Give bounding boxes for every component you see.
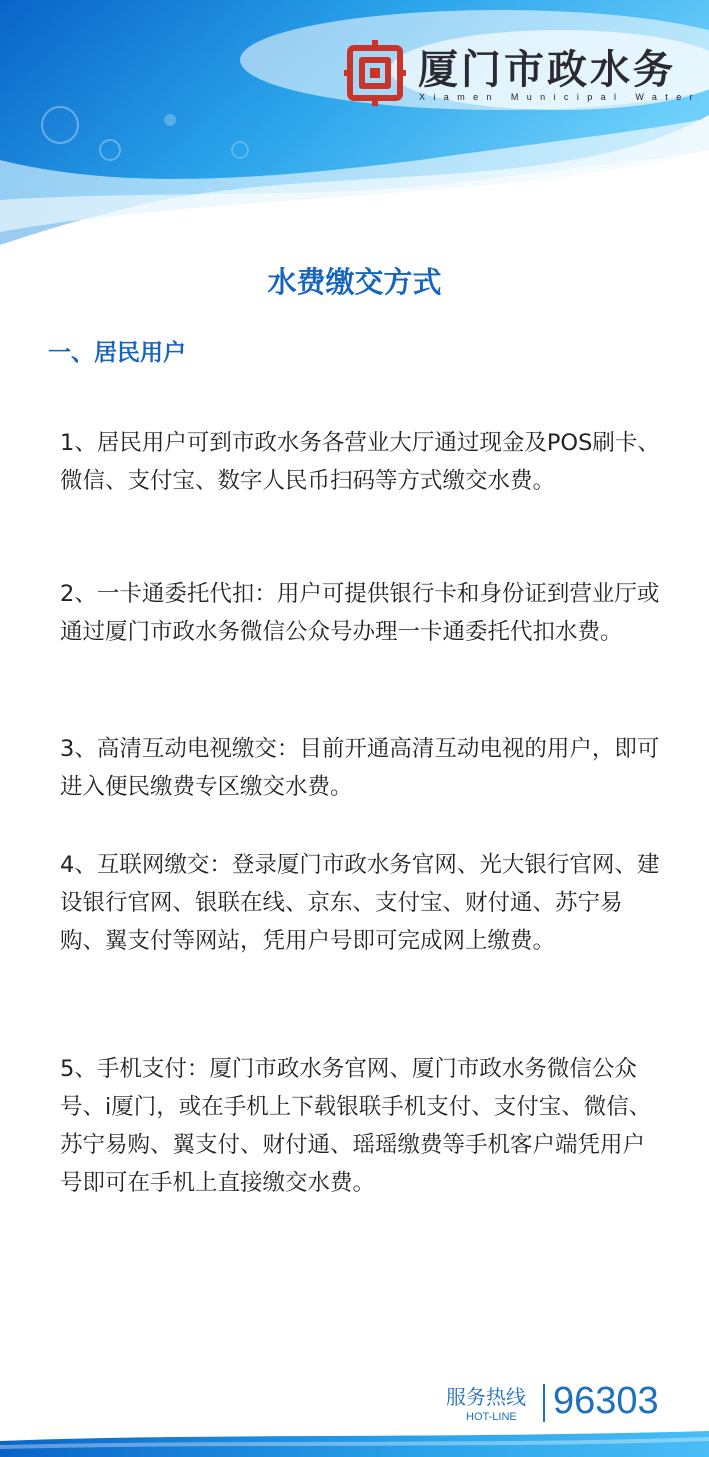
payment-method-item-2: 2、一卡通委托代扣：用户可提供银行卡和身份证到营业厅或通过厦门市政水务微信公众号办理一卡通委托代扣水费。 (60, 581, 660, 645)
payment-method-item-1: 1、居民用户可到市政水务各营业大厅通过现金及POS刷卡、微信、支付宝、数字人民币扫码等方式缴交水费。 (60, 430, 660, 494)
hotline-label-en: HOT-LINE (466, 1411, 517, 1423)
brand-name: 厦门市政水务 (418, 47, 676, 93)
hotline-divider (543, 1384, 545, 1422)
payment-method-item-3: 3、高清互动电视缴交：目前开通高清互动电视的用户，即可进入便民缴费专区缴交水费。 (60, 736, 660, 800)
footer-wave-bar (0, 1431, 709, 1457)
payment-method-item-5: 5、手机支付：厦门市政水务官网、厦门市政水务微信公众号、i厦门，或在手机上下载银联手机支付、支付宝、微信、苏宁易购、翼支付、财付通、瑶瑶缴费等手机客户端凭用户号即可在手机上直接缴交水费。 (60, 1056, 652, 1196)
brand-subtitle: Xiamen Municipal Water (419, 92, 702, 102)
hotline-number[interactable]: 96303 (553, 1380, 659, 1422)
header-wave-graphic (0, 0, 709, 260)
brand-logo-icon (344, 40, 406, 106)
section-heading: 一、居民用户 (48, 340, 186, 366)
header-banner (0, 0, 709, 260)
payment-method-item-4: 4、互联网缴交：登录厦门市政水务官网、光大银行官网、建设银行官网、银联在线、京东、支付宝、财付通、苏宁易购、翼支付等网站，凭用户号即可完成网上缴费。 (60, 852, 660, 954)
page-title: 水费缴交方式 (267, 265, 442, 299)
hotline-label: 服务热线 (446, 1385, 526, 1409)
